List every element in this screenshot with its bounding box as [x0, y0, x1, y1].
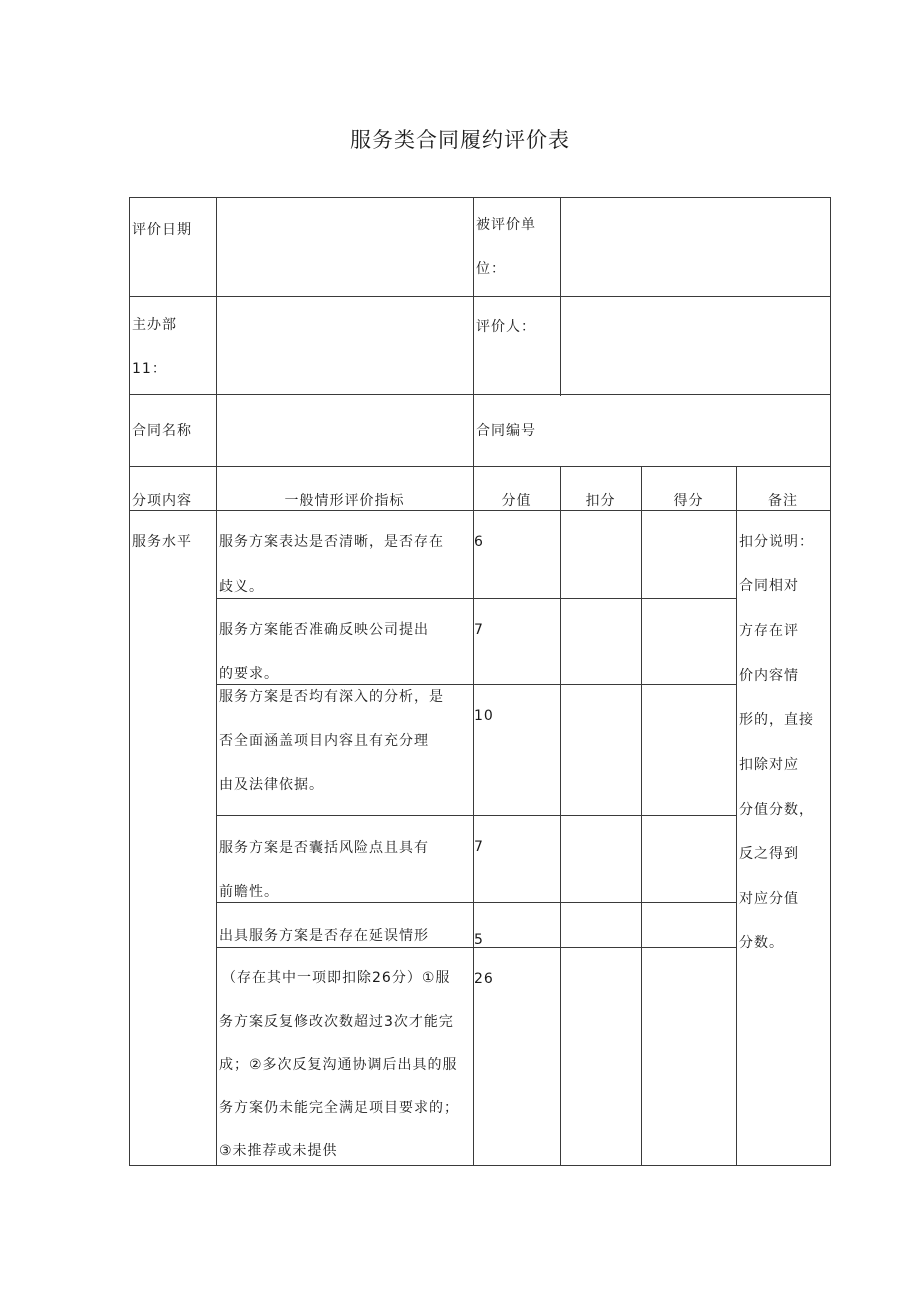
- indicator-text: 的要求。: [219, 666, 279, 682]
- indicator-text: 务方案反复修改次数超过3次才能完: [219, 1014, 454, 1030]
- col-divider: [560, 466, 561, 1166]
- table-border-right: [830, 197, 831, 1166]
- remark-text: 扣除对应: [739, 757, 799, 773]
- evaluated-unit-label-cont: 位：: [476, 261, 506, 277]
- col-divider: [560, 197, 561, 396]
- col-header-score-value: 分值: [501, 493, 532, 509]
- col-header-remark: 备注: [768, 493, 798, 509]
- indicator-text: 出具服务方案是否存在延误情形: [219, 928, 429, 944]
- col-divider: [216, 197, 217, 1166]
- remark-text: 扣分说明：: [739, 534, 814, 550]
- score-value: 5: [474, 932, 484, 948]
- contract-name-label: 合同名称: [132, 423, 192, 439]
- indicator-text: 服务方案表达是否清晰，是否存在: [219, 534, 444, 550]
- table-border-bottom: [129, 1165, 831, 1166]
- remark-text: 形的，直接: [739, 712, 814, 728]
- score-value: 6: [474, 534, 484, 550]
- col-header-item: 分项内容: [132, 493, 192, 509]
- eval-date-label: 评价日期: [132, 222, 192, 238]
- row-divider: [216, 598, 736, 599]
- indicator-text: 歧义。: [219, 579, 264, 595]
- indicator-text: 务方案仍未能完全满足项目要求的；: [219, 1100, 459, 1116]
- row-divider: [216, 684, 736, 685]
- row-divider: [129, 466, 831, 467]
- host-dept-label: 主办部: [132, 317, 177, 333]
- col-divider: [736, 466, 737, 1166]
- indicator-text: 成；②多次反复沟通协调后出具的服: [219, 1057, 458, 1073]
- remark-text: 分数。: [739, 935, 784, 951]
- remark-text: 合同相对: [739, 578, 799, 594]
- remark-text: 对应分值: [739, 891, 799, 907]
- section-label: 服务水平: [132, 534, 192, 550]
- table-border-left: [129, 197, 130, 1166]
- evaluator-label: 评价人：: [476, 319, 536, 335]
- col-divider: [473, 197, 474, 1166]
- col-header-indicator: 一般情形评价指标: [284, 493, 405, 509]
- indicator-text: 服务方案是否囊括风险点且具有: [219, 840, 429, 856]
- indicator-text: 前瞻性。: [219, 884, 279, 900]
- page-title: 服务类合同履约评价表: [350, 128, 570, 152]
- remark-text: 反之得到: [739, 846, 799, 862]
- remark-text: 分值分数，: [739, 802, 814, 818]
- score-value: 7: [474, 622, 484, 638]
- indicator-text: ③未推荐或未提供: [219, 1143, 338, 1159]
- score-value: 7: [474, 839, 484, 855]
- remark-text: 方存在评: [739, 623, 799, 639]
- col-header-score: 得分: [673, 493, 704, 509]
- indicator-text: 服务方案能否准确反映公司提出: [219, 622, 429, 638]
- score-value: 26: [474, 971, 494, 987]
- row-divider: [216, 815, 736, 816]
- row-divider: [129, 296, 831, 297]
- evaluated-unit-label: 被评价单: [476, 217, 536, 233]
- indicator-text: （存在其中一项即扣除26分）①服: [222, 970, 451, 986]
- indicator-text: 否全面涵盖项目内容且有充分理: [219, 733, 429, 749]
- host-dept-label-cont: 11：: [132, 361, 167, 377]
- row-divider: [129, 394, 831, 395]
- contract-no-label: 合同编号: [476, 423, 536, 439]
- remark-text: 价内容情: [739, 668, 799, 684]
- col-divider: [641, 466, 642, 1166]
- col-header-deduction: 扣分: [585, 493, 616, 509]
- row-divider: [216, 902, 736, 903]
- score-value: 10: [474, 708, 494, 724]
- row-divider: [129, 510, 831, 511]
- indicator-text: 由及法律依据。: [219, 777, 324, 793]
- indicator-text: 服务方案是否均有深入的分析，是: [219, 689, 444, 705]
- table-border-top: [129, 197, 831, 198]
